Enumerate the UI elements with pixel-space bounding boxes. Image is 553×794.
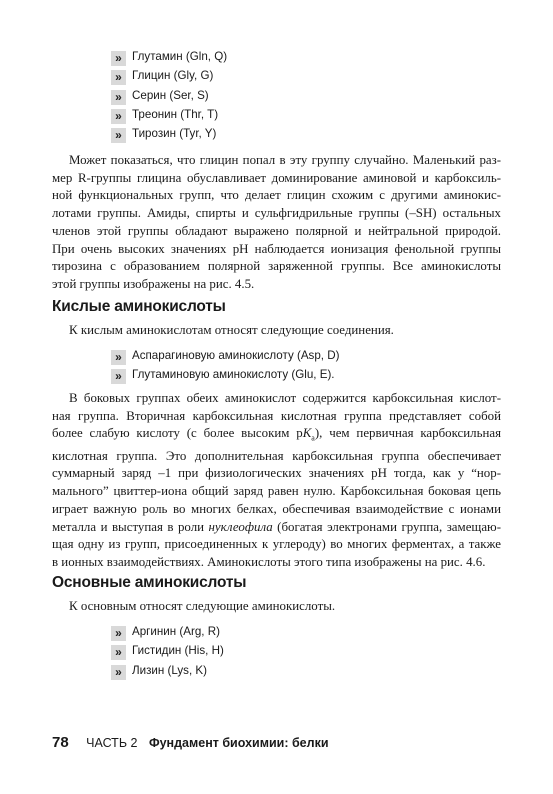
basic-amino-acids-list: [111, 622, 224, 680]
list-item: » Лизин (Lys, K): [111, 661, 224, 680]
page-number: 78: [52, 734, 69, 751]
paragraph-glycine: Может показаться, что глицин попал в эту группу случайно. Маленький раз- мер R-группы глицина обуславливает доминирование аминовой и карбоксиль- ной функциональных групп, что делает глицин схожим с другими аминокис- лотами группы. Амиды, спирты и сульфгидрильные группы (–SH) остальных членов этой группы обладают выражено полярной и нейтральной природой. При очень высоких значениях pH наблюдается ионизация фенольной группы тирозина с образованием полярной заряженной группы. Все аминокислоты этой группы изображены на рис. 4.5.: [52, 153, 501, 291]
section-heading-acidic: Кислые аминокислоты: [52, 298, 226, 315]
list-item: » Глицин (Gly, G): [111, 66, 227, 85]
list-item: » Аргинин (Arg, R): [111, 622, 224, 641]
part-title: Фундамент биохимии: белки: [148, 736, 329, 750]
list-item: » Глутаминовую аминокислоту (Glu, E).: [111, 365, 339, 384]
list-item: » Серин (Ser, S): [111, 86, 227, 105]
bullet-icon: »: [111, 70, 126, 85]
bullet-icon: »: [111, 128, 126, 143]
bullet-icon: »: [111, 645, 126, 660]
list-item: » Треонин (Thr, T): [111, 105, 227, 124]
bullet-icon: »: [111, 51, 126, 66]
part-label: ЧАСТЬ 2: [86, 736, 138, 750]
bullet-icon: »: [111, 369, 126, 384]
acidic-amino-acids-list: [111, 346, 339, 385]
list-item: » Тирозин (Tyr, Y): [111, 124, 227, 143]
page-footer: [52, 734, 329, 751]
bullet-icon: »: [111, 665, 126, 680]
section-heading-basic: Основные аминокислоты: [52, 574, 247, 591]
bullet-icon: »: [111, 350, 126, 365]
bullet-icon: »: [111, 109, 126, 124]
bullet-icon: »: [111, 90, 126, 105]
lead-basic: К основным относят следующие аминокислоты.: [69, 599, 336, 613]
neutral-amino-acids-list: [111, 47, 227, 143]
paragraph-acidic: В боковых группах обеих аминокислот содержится карбоксильная кислот- ная группа. Вторичная карбоксильная кислотная группа представляет собой более слабую кислоту (с более высоким $pK_a$), чем первичная карбоксильная кислотная группа. Это дополнительная карбоксильная группа обеспечивает суммарный заряд –1 при физиологических значениях pH тогда, как у “нор- мального” цвиттер-иона общий заряд равен нулю. Карбоксильная боковая цепь играет важную роль во многих белках, обеспечивая взаимодействие с ионами металла и выступая в роли нуклеофила (богатая электронами группа, замещаю- щая одну из групп, присоединенных к углероду) во многих ферментах, а также в ионных взаимодействиях. Аминокислоты этого типа изображены на рис. 4.6.: [52, 391, 502, 569]
list-item: » Аспарагиновую аминокислоту (Asp, D): [111, 346, 339, 365]
bullet-icon: »: [111, 626, 126, 641]
lead-acidic: К кислым аминокислотам относят следующие соединения.: [69, 323, 394, 337]
list-item: » Глутамин (Gln, Q): [111, 47, 227, 66]
list-item: » Гистидин (His, H): [111, 641, 224, 660]
